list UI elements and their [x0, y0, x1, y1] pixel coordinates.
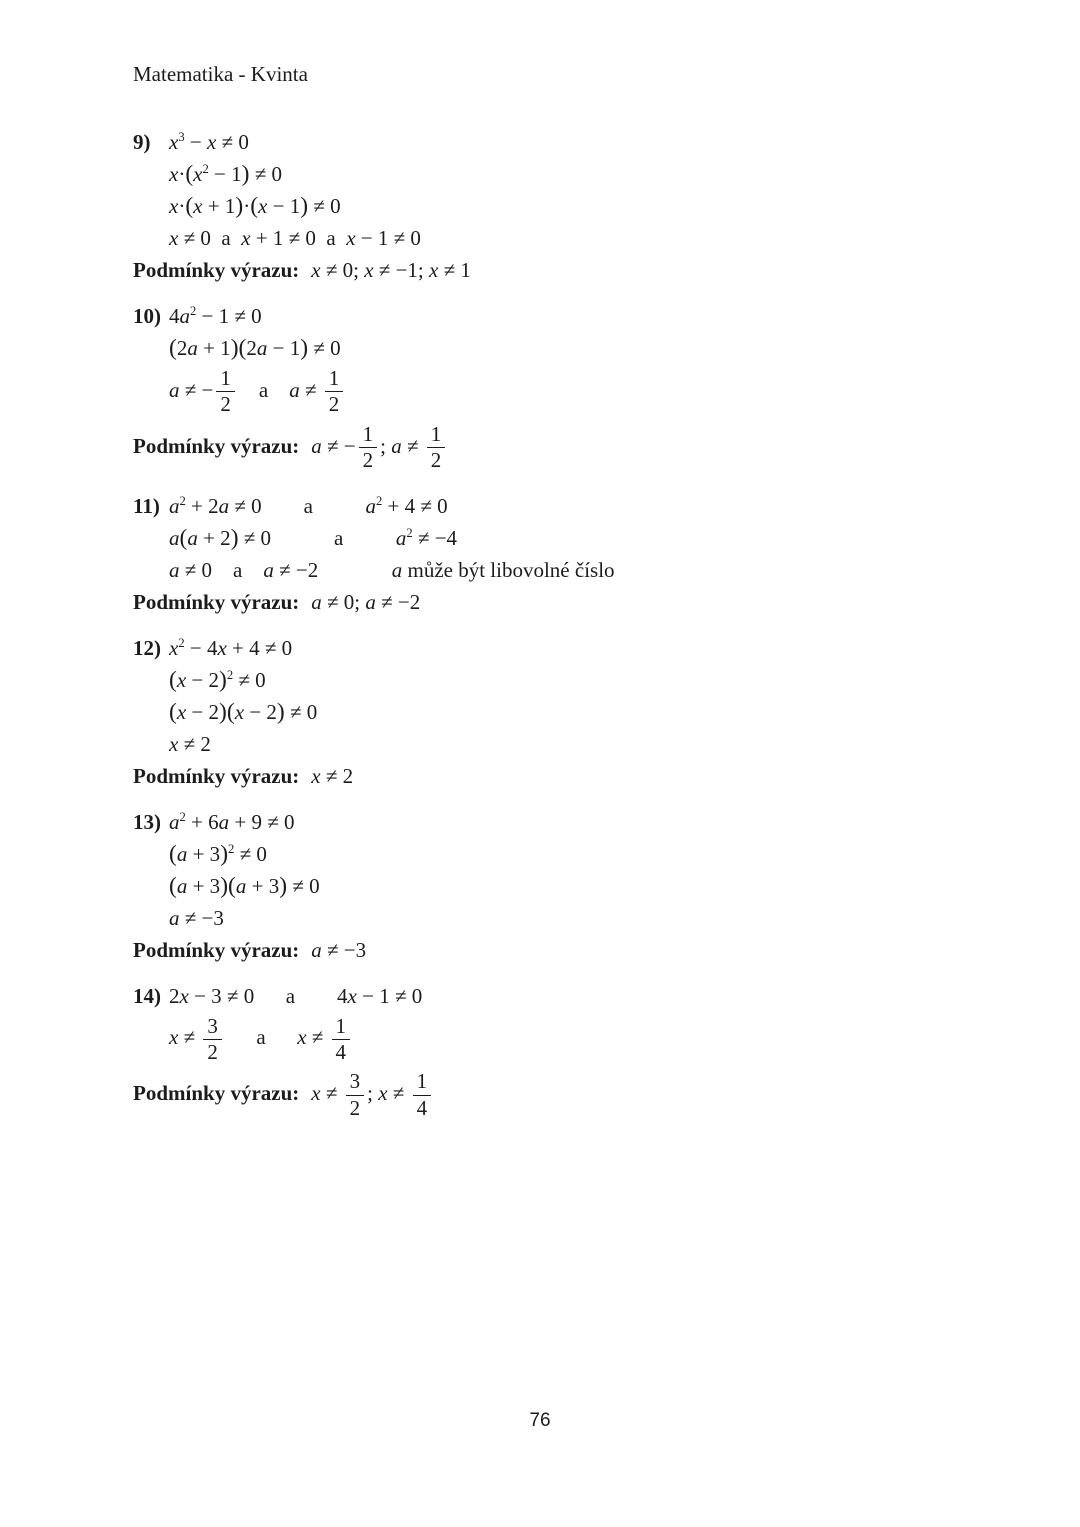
math-expression: $(x - 2)^2 \ne 0$ — [169, 666, 266, 693]
problem-14 — [133, 984, 1040, 1120]
math-line — [133, 874, 1040, 898]
conditions-value: a ≠ − $\frac{1}{2}$ ; a ≠ $\frac{1}{2}$ — [311, 434, 448, 458]
math-line — [133, 700, 1040, 724]
conditions-line — [133, 764, 1040, 788]
conditions-label: Podmínky výrazu: — [133, 258, 300, 282]
math-line — [133, 906, 1040, 930]
math-line — [133, 810, 1040, 834]
math-expression: $a^2 + 6a + 9 \ne 0$ — [169, 809, 295, 834]
math-expression: x ≠ 0 a x + 1 ≠ 0 a x − 1 ≠ 0 — [169, 226, 421, 250]
problem-number: 13) — [133, 809, 161, 834]
math-expression: 2x − 3 ≠ 0 a 4x − 1 ≠ 0 — [169, 983, 423, 1008]
math-line — [133, 226, 1040, 250]
math-expression: x ≠ $\frac{3}{2}$ a x ≠ $\frac{1}{4}$ — [169, 1025, 353, 1049]
math-line — [133, 984, 1040, 1008]
page-number: 76 — [529, 1410, 551, 1431]
math-expression: $a^2 + 2a \ne 0$ a $a^2 + 4 \ne 0$ — [169, 493, 448, 518]
math-line — [133, 668, 1040, 692]
problem-13 — [133, 810, 1040, 962]
math-expression: a(a + 2) ≠ 0 a $a^2 \ne -4$ — [169, 524, 458, 551]
math-expression: (a + 3)(a + 3) ≠ 0 — [169, 872, 320, 899]
math-line — [133, 162, 1040, 186]
conditions-label: Podmínky výrazu: — [133, 589, 300, 614]
conditions-line — [133, 421, 1040, 473]
math-expression: (x − 2)(x − 2) ≠ 0 — [169, 698, 318, 725]
conditions-value: x ≠ $\frac{3}{2}$ ; x ≠ $\frac{1}{4}$ — [311, 1081, 434, 1105]
conditions-label: Podmínky výrazu: — [133, 433, 300, 458]
math-expression: x·(x + 1)·(x − 1) ≠ 0 — [169, 193, 341, 219]
conditions-value: x ≠ 2 — [311, 763, 354, 788]
math-expression: a ≠ − $\frac{1}{2}$ a a ≠ $\frac{1}{2}$ — [169, 378, 346, 402]
math-line — [133, 526, 1040, 550]
math-line — [133, 368, 1040, 416]
conditions-line — [133, 590, 1040, 614]
math-line — [133, 194, 1040, 218]
problem-number: 11) — [133, 493, 160, 518]
math-line — [133, 494, 1040, 518]
conditions-label: Podmínky výrazu: — [133, 937, 300, 962]
problem-number: 14) — [133, 983, 161, 1008]
problem-12 — [133, 636, 1040, 788]
math-expression: $x^2 - 4x + 4 \ne 0$ — [169, 635, 293, 660]
math-line — [133, 1013, 1040, 1065]
conditions-value: a ≠ −3 — [311, 937, 367, 962]
math-line — [133, 732, 1040, 756]
math-expression: (2a + 1)(2a − 1) ≠ 0 — [169, 335, 341, 361]
math-line — [133, 130, 1040, 154]
conditions-label: Podmínky výrazu: — [133, 763, 300, 788]
problem-11 — [133, 494, 1040, 614]
math-expression: a ≠ 0 a a ≠ −2 a může být libovolné číslo — [169, 557, 615, 582]
conditions-label: Podmínky výrazu: — [133, 1081, 300, 1106]
conditions-value: x ≠ 0; x ≠ −1; x ≠ 1 — [311, 258, 471, 282]
math-line — [133, 558, 1040, 582]
problem-number: 10) — [133, 304, 161, 328]
math-expression: x ≠ 2 — [169, 731, 211, 756]
conditions-line — [133, 938, 1040, 962]
problem-10 — [133, 304, 1040, 472]
math-expression: $x^3 - x \ne 0$ — [169, 130, 249, 154]
math-line — [133, 636, 1040, 660]
math-line — [133, 842, 1040, 866]
math-expression: $x\cdot(x^2 - 1) \ne 0$ — [169, 161, 283, 187]
problem-number: 12) — [133, 635, 161, 660]
math-expression: $4a^2 - 1 \ne 0$ — [169, 304, 262, 328]
math-expression: a ≠ −3 — [169, 905, 224, 930]
conditions-value: a ≠ 0; a ≠ −2 — [311, 589, 421, 614]
document-title: Matematika - Kvinta — [133, 62, 308, 86]
conditions-line — [133, 1071, 1040, 1119]
math-line — [133, 304, 1040, 328]
math-line — [133, 336, 1040, 360]
math-expression: $(a + 3)^2 \ne 0$ — [169, 840, 267, 867]
problem-9 — [133, 130, 1040, 282]
conditions-line — [133, 258, 1040, 282]
problem-number: 9) — [133, 130, 151, 154]
